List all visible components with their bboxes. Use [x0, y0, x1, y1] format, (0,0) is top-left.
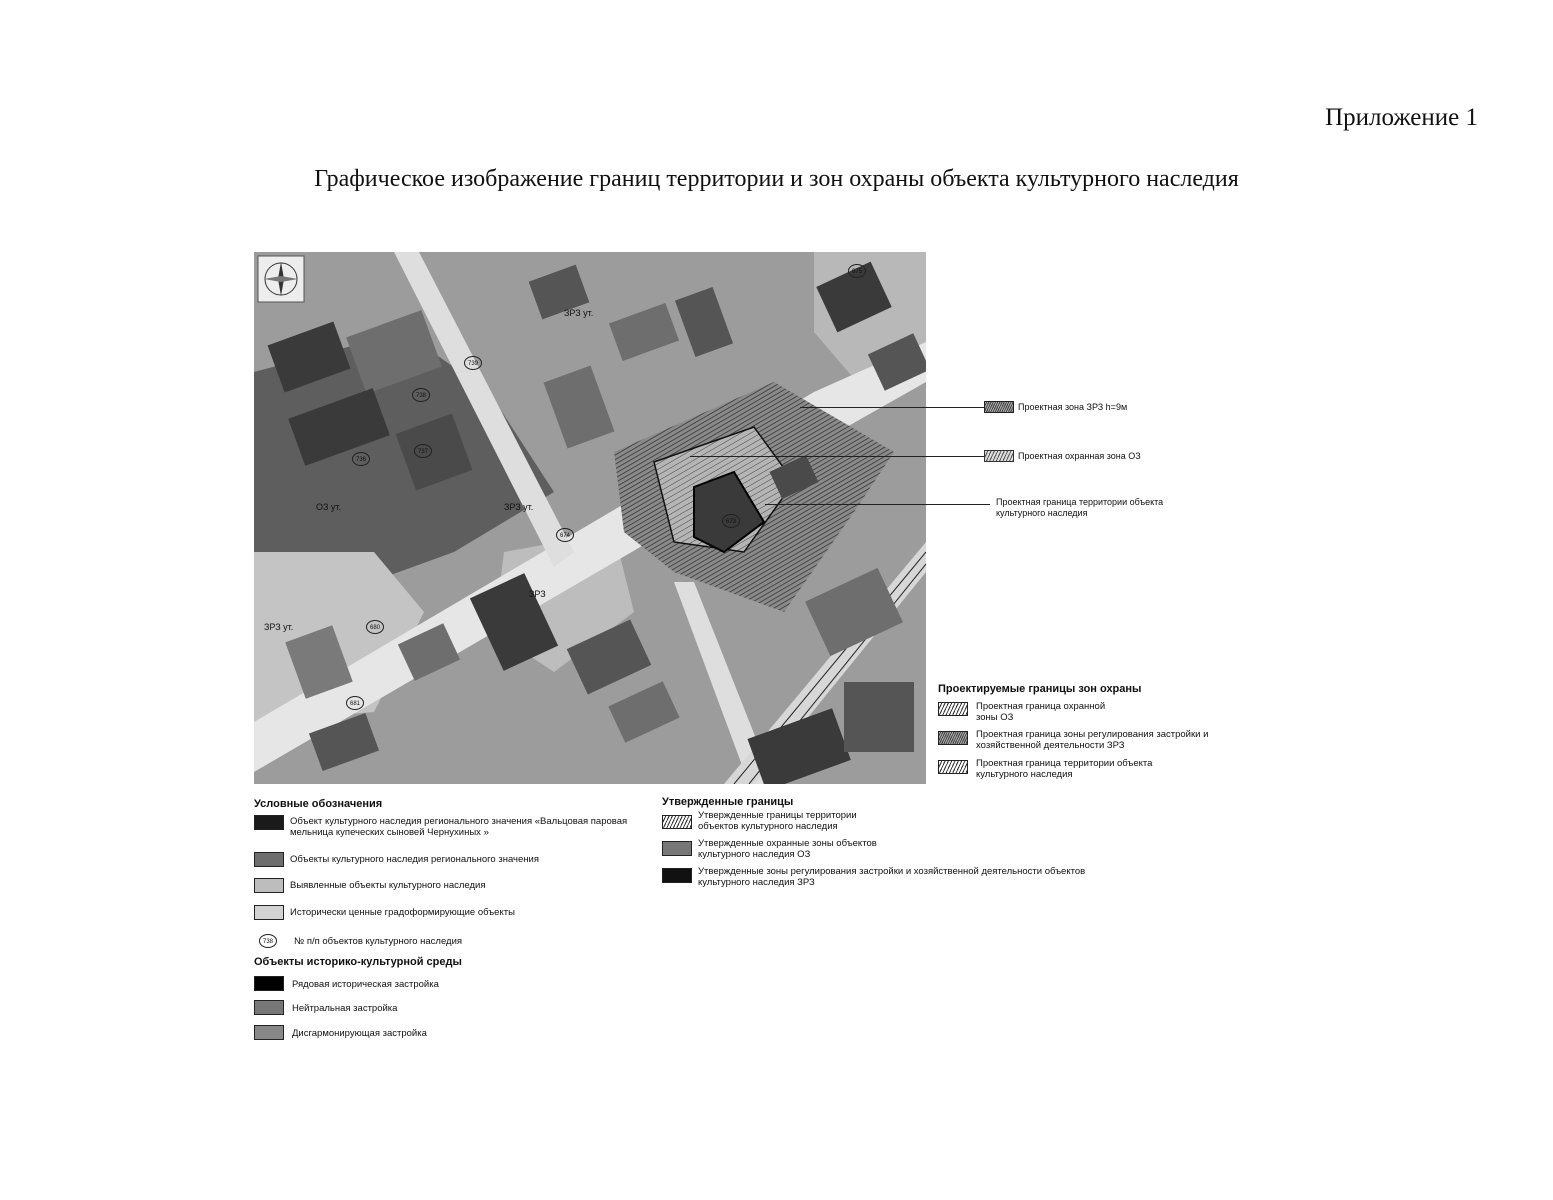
approved-territory: Утвержденные границы территории объектов культурного наследия	[698, 810, 857, 832]
label-zrz-ut-center: ЗРЗ ут.	[504, 502, 534, 512]
callout-line-territory	[765, 504, 990, 505]
object-number[interactable]: 739	[464, 356, 482, 370]
label-oz-ut: ОЗ ут.	[316, 502, 342, 512]
callout-territory-boundary: Проектная граница территории объекта культурного наследия	[996, 497, 1164, 518]
legend-heading: Условные обозначения	[254, 798, 383, 810]
object-number[interactable]: 675	[848, 264, 866, 278]
callout-oz-project: Проектная охранная зона ОЗ	[1018, 451, 1141, 461]
env-swatch-neutral	[254, 1000, 284, 1015]
projected-oz-text: Проектная граница охранной зоны ОЗ	[976, 701, 1106, 723]
oz-project-swatch	[984, 450, 1014, 462]
projected-zrz-text: Проектная граница зоны регулирования застройки и хозяйственной деятельности ЗРЗ	[976, 729, 1209, 751]
projected-legend-heading: Проектируемые границы зон охраны	[938, 683, 1142, 695]
approved-zrz-swatch	[662, 868, 692, 883]
approved-oz: Утвержденные охранные зоны объектов культурного наследия ОЗ	[698, 838, 877, 860]
page-title: Графическое изображение границ территории и зон охраны объекта культурного наследия	[314, 166, 1239, 192]
env-neutral: Нейтральная застройка	[292, 1003, 398, 1014]
env-disharmonious: Дисгармонирующая застройка	[292, 1028, 427, 1039]
callout-line-zrz	[800, 407, 984, 408]
object-number[interactable]: 738	[412, 388, 430, 402]
object-number[interactable]: 674	[556, 528, 574, 542]
env-swatch-disharmonious	[254, 1025, 284, 1040]
projected-oz-swatch	[938, 702, 968, 716]
compass-icon	[258, 256, 304, 302]
projected-zrz-swatch	[938, 731, 968, 745]
approved-territory-swatch	[662, 815, 692, 829]
legend-swatch-identified	[254, 878, 284, 893]
env-heading: Объекты историко-культурной среды	[254, 956, 462, 968]
callout-zrz-project: Проектная зона ЗРЗ h=9м	[1018, 402, 1128, 412]
label-top-ut: ЗРЗ ут.	[564, 308, 594, 318]
zrz-project-swatch	[984, 401, 1014, 413]
legend-swatch-historic	[254, 905, 284, 920]
legend-swatch-regional	[254, 852, 284, 867]
callout-line-oz	[690, 456, 984, 457]
object-number[interactable]: 680	[366, 620, 384, 634]
approved-heading: Утвержденные границы	[662, 796, 794, 808]
legend-regional: Объекты культурного наследия регионального значения	[290, 854, 539, 865]
legend-swatch-main-object	[254, 815, 284, 830]
legend-circle-sample: 738	[259, 934, 277, 948]
label-zrz: ЗРЗ	[529, 589, 546, 599]
approved-zrz: Утвержденные зоны регулирования застройки и хозяйственной деятельности объектов культурного наследия ЗРЗ	[698, 866, 1086, 888]
env-swatch-ordinary	[254, 976, 284, 991]
object-number[interactable]: 736	[352, 452, 370, 466]
map-panel	[254, 252, 926, 784]
legend-historic: Исторически ценные градоформирующие объекты	[290, 907, 515, 918]
approved-oz-swatch	[662, 841, 692, 856]
env-ordinary: Рядовая историческая застройка	[292, 979, 439, 990]
appendix-label: Приложение 1	[1325, 104, 1478, 131]
label-zrz-ut-left: ЗРЗ ут.	[264, 622, 294, 632]
object-number[interactable]: 737	[414, 444, 432, 458]
projected-territory-text: Проектная граница территории объекта культурного наследия	[976, 758, 1153, 780]
projected-territory-swatch	[938, 760, 968, 774]
legend-main-object: Объект культурного наследия регионального значения «Вальцовая паровая мельница купеческих сыновей Чернухиных »	[290, 816, 628, 838]
legend-identified: Выявленные объекты культурного наследия	[290, 880, 486, 891]
object-number[interactable]: 673	[722, 514, 740, 528]
object-number[interactable]: 681	[346, 696, 364, 710]
legend-numbering: № п/п объектов культурного наследия	[294, 936, 463, 947]
